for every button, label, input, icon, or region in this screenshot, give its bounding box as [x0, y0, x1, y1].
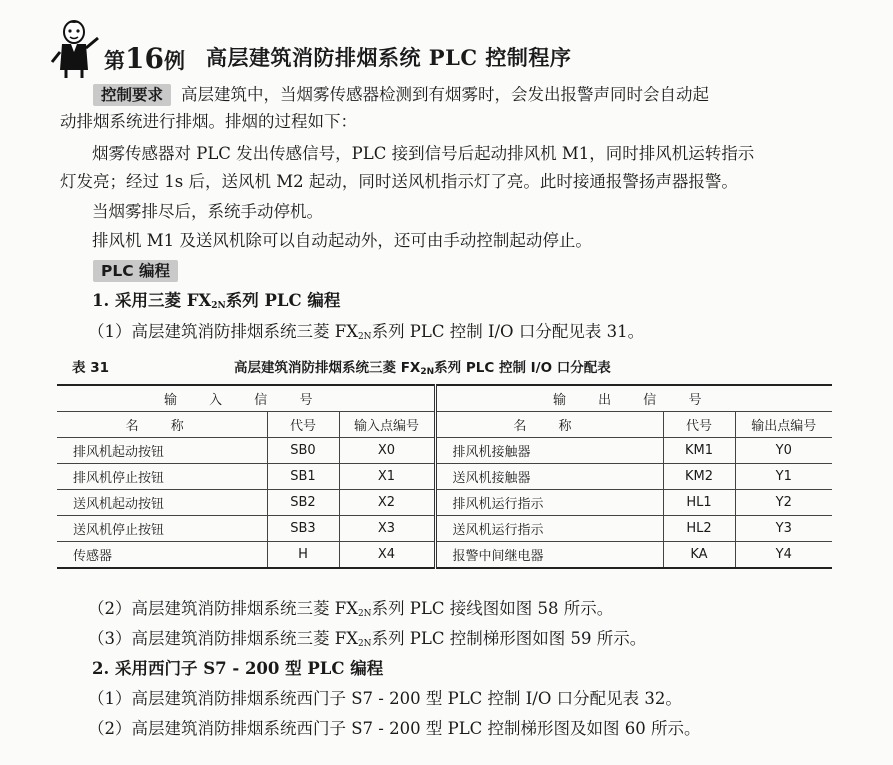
input-name-cell: 排风机起动按钮 — [57, 438, 267, 464]
example-label: 第16例 — [104, 42, 185, 75]
col-header-output-number: 输出点编号 — [735, 412, 832, 438]
output-number-cell: Y3 — [735, 516, 832, 542]
requirements-p2: 当烟雾排尽后，系统手动停机。 — [92, 202, 323, 221]
input-number-cell: X4 — [339, 542, 435, 569]
requirements-intro: 控制要求 高层建筑中，当烟雾传感器检测到有烟雾时，会发出报警声同时会自动起 — [93, 84, 709, 106]
input-signal-header: 输 入 信 号 — [57, 385, 435, 412]
col-header-input-name: 名 称 — [57, 412, 267, 438]
table-row — [57, 490, 832, 516]
requirements-p3: 排风机 M1 及送风机除可以自动起动外，还可由手动控制起动停止。 — [92, 231, 592, 250]
mitsubishi-item-3: （3）高层建筑消防排烟系统三菱 $FX_{2N}$系列 PLC 控制梯形图如图 59 所示。 — [88, 629, 647, 649]
siemens-item-2: （2）高层建筑消防排烟系统西门子 S7 - 200 型 PLC 控制梯形图及如图 60 所示。 — [88, 719, 701, 738]
input-number-cell: X2 — [339, 490, 435, 516]
table-group-header-row — [57, 385, 832, 412]
input-number-cell: X3 — [339, 516, 435, 542]
table-row — [57, 464, 832, 490]
output-number-cell: Y0 — [735, 438, 832, 464]
input-name-cell: 送风机停止按钮 — [57, 516, 267, 542]
input-name-cell: 传感器 — [57, 542, 267, 569]
output-number-cell: Y4 — [735, 542, 832, 569]
output-name-cell: 送风机接触器 — [435, 464, 663, 490]
col-header-output-code: 代号 — [663, 412, 735, 438]
input-number-cell: X0 — [339, 438, 435, 464]
requirements-p1: 烟雾传感器对 PLC 发出传感信号，PLC 接到信号后起动排风机 M1，同时排风机运转指示 — [92, 144, 755, 163]
input-name-cell: 排风机停止按钮 — [57, 464, 267, 490]
requirements-tag: 控制要求 — [93, 84, 171, 106]
plc-section — [93, 260, 188, 282]
siemens-heading: 2. 采用西门子 S7 - 200 型 PLC 编程 — [92, 659, 384, 678]
output-name-cell: 报警中间继电器 — [435, 542, 663, 569]
requirements-intro-cont: 动排烟系统进行排烟。排烟的过程如下： — [60, 112, 357, 131]
output-code-cell: KM2 — [663, 464, 735, 490]
input-number-cell: X1 — [339, 464, 435, 490]
col-header-output-name: 名 称 — [435, 412, 663, 438]
output-code-cell: HL2 — [663, 516, 735, 542]
input-code-cell: SB1 — [267, 464, 339, 490]
output-signal-header: 输 出 信 号 — [435, 385, 832, 412]
table-row — [57, 542, 832, 569]
requirements-p1-cont: 灯发亮；经过 1s 后，送风机 M2 起动，同时送风机指示灯了亮。此时接通报警扬声器报警。 — [60, 172, 738, 191]
output-code-cell: KM1 — [663, 438, 735, 464]
teacher-mascot-icon — [44, 18, 100, 78]
output-number-cell: Y1 — [735, 464, 832, 490]
table-title: 高层建筑消防排烟系统三菱 $FX_{2N}$系列 PLC 控制 I/O 口分配表 — [234, 360, 611, 377]
input-code-cell: H — [267, 542, 339, 569]
table-column-header-row — [57, 412, 832, 438]
mitsubishi-item-1: （1）高层建筑消防排烟系统三菱 $FX_{2N}$系列 PLC 控制 I/O 口分配见表 31。 — [88, 322, 645, 342]
output-number-cell: Y2 — [735, 490, 832, 516]
col-header-input-number: 输入点编号 — [339, 412, 435, 438]
input-code-cell: SB3 — [267, 516, 339, 542]
table-row — [57, 438, 832, 464]
example-header — [44, 18, 864, 80]
output-name-cell: 送风机运行指示 — [435, 516, 663, 542]
input-code-cell: SB0 — [267, 438, 339, 464]
io-allocation-table — [57, 384, 832, 569]
example-title: 高层建筑消防排烟系统 PLC 控制程序 — [206, 45, 572, 70]
plc-tag: PLC 编程 — [93, 260, 178, 282]
table-row — [57, 516, 832, 542]
output-name-cell: 排风机运行指示 — [435, 490, 663, 516]
output-code-cell: HL1 — [663, 490, 735, 516]
table-number: 表 31 — [72, 360, 109, 376]
mitsubishi-heading: 1. 采用三菱 $FX_{2N}$系列 PLC 编程 — [92, 291, 341, 311]
input-name-cell: 送风机起动按钮 — [57, 490, 267, 516]
siemens-item-1: （1）高层建筑消防排烟系统西门子 S7 - 200 型 PLC 控制 I/O 口分配见表 32。 — [88, 689, 682, 708]
output-name-cell: 排风机接触器 — [435, 438, 663, 464]
output-code-cell: KA — [663, 542, 735, 569]
input-code-cell: SB2 — [267, 490, 339, 516]
mitsubishi-item-2: （2）高层建筑消防排烟系统三菱 $FX_{2N}$系列 PLC 接线图如图 58 所示。 — [88, 599, 614, 619]
col-header-input-code: 代号 — [267, 412, 339, 438]
